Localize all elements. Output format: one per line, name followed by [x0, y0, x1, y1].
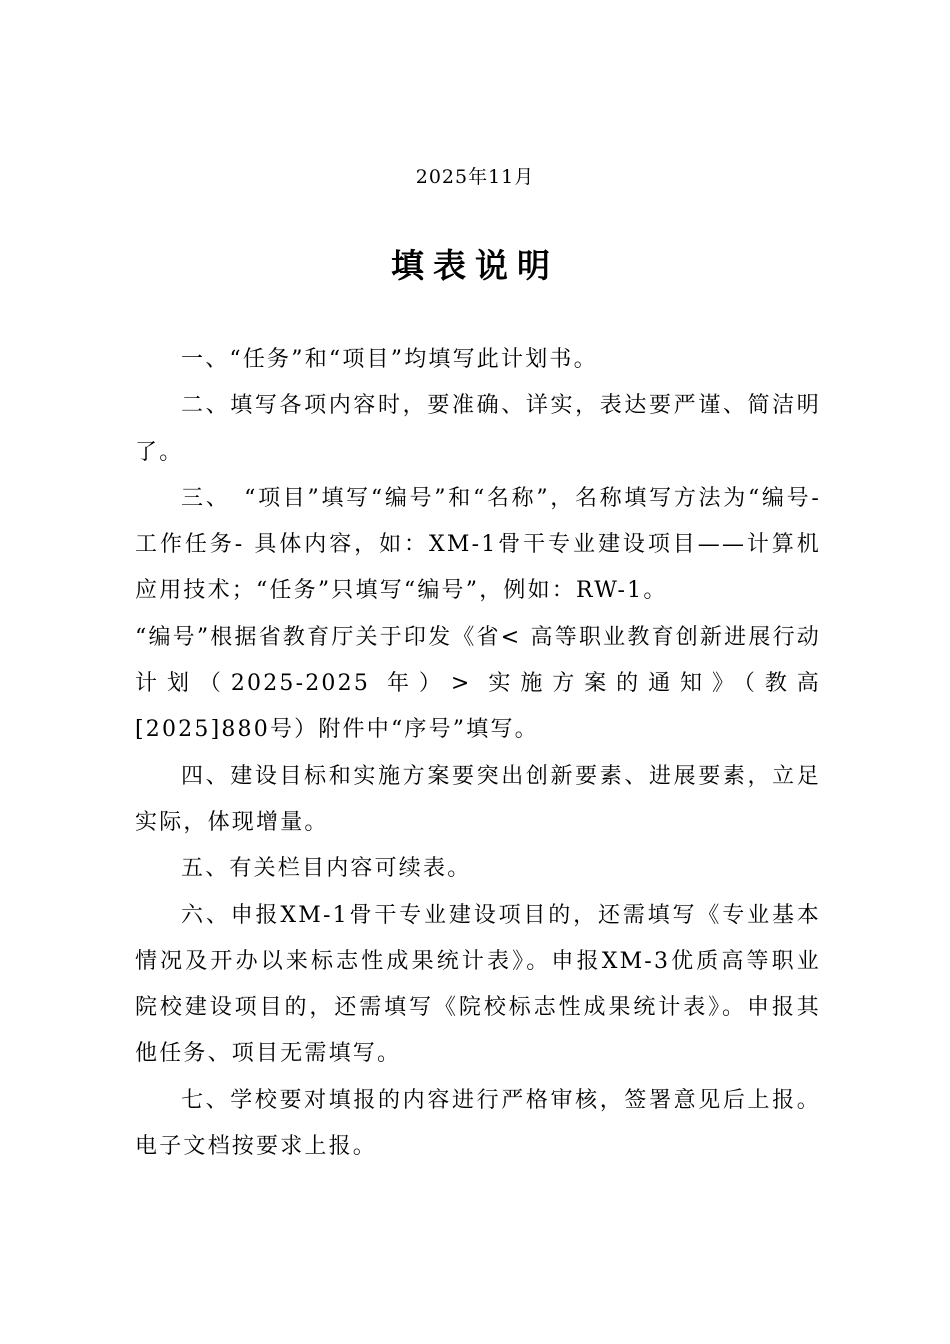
instruction-paragraph-2: 二、填写各项内容时，要准确、详实，表达要严谨、简洁明了。 [135, 393, 821, 465]
page-title: 填表说明 [391, 246, 559, 285]
instruction-paragraph-4: 四、建设目标和实施方案要突出创新要素、进展要素，立足实际，体现增量。 [135, 763, 821, 835]
instructions-body [135, 337, 821, 1170]
instruction-paragraph-6: 六、申报XM-1骨干专业建设项目的，还需填写《专业基本情况及开办以来标志性成果统计表》。申报XM-3优质高等职业院校建设项目的，还需填写《院校标志性成果统计表》。申报其他任务、项目无需填写。 [135, 902, 821, 1067]
instruction-paragraph-7: 七、学校要对填报的内容进行严格审核，签署意见后上报。电子文档按要求上报。 [135, 1087, 821, 1160]
instruction-paragraph-3-continued: “编号”根据省教育厅关于印发《省< 高等职业教育创新进展行动计划（2025-2025 年）> 实施方案的通知》（教高[2025]880号）附件中“序号”填写。 [135, 624, 821, 743]
instruction-paragraph-3: 三、 “项目”填写“编号”和“名称”，名称填写方法为“编号- 工作任务- 具体内容，如：XM-1骨干专业建设项目——计算机应用技术；“任务”只填写“编号”，例如：RW-1。 [135, 485, 821, 604]
instruction-paragraph-1: 一、“任务”和“项目”均填写此计划书。 [181, 347, 598, 372]
instruction-paragraph-5: 五、有关栏目内容可续表。 [181, 856, 472, 882]
document-date: 2025年11月 [415, 166, 535, 188]
